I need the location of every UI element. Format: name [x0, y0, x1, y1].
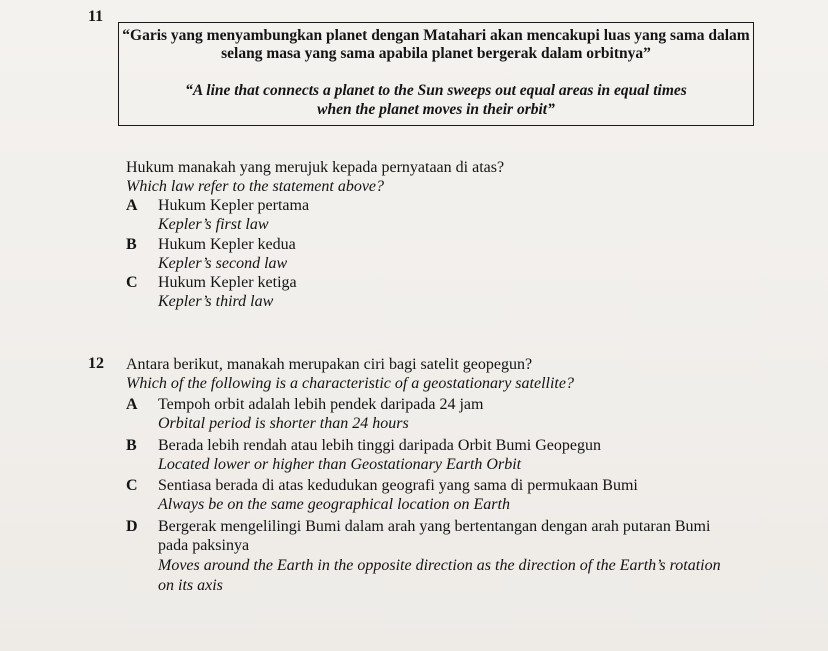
q12-option-b-ms: Berada lebih rendah atau lebih tinggi daripada Orbit Bumi Geopegun	[158, 437, 601, 454]
q12-option-c-en: Always be on the same geographical location on Earth	[158, 496, 510, 513]
statement-ms-line-2: selang masa yang sama apabila planet bergerak dalam orbitnya”	[221, 45, 651, 62]
question-12-text-en: Which of the following is a characteristic of a geostationary satellite?	[126, 375, 574, 392]
q12-option-d-letter: D	[126, 518, 138, 535]
q11-option-b-en: Kepler’s second law	[158, 255, 288, 272]
statement-en-line-1: “A line that connects a planet to the Sun sweeps out equal areas in equal times	[185, 82, 687, 99]
q11-option-c-ms: Hukum Kepler ketiga	[158, 274, 297, 291]
statement-en-line-2: when the planet moves in their orbit”	[317, 101, 555, 118]
statement-ms-line-1: “Garis yang menyambungkan planet dengan Matahari akan mencakupi luas yang sama dalam	[122, 27, 750, 44]
q12-option-d-en-line-1: Moves around the Earth in the opposite direction as the direction of the Earth’s rotation	[158, 557, 721, 574]
q11-option-b-letter: B	[126, 236, 137, 253]
question-11-text-en: Which law refer to the statement above?	[126, 178, 385, 195]
q12-option-a-en: Orbital period is shorter than 24 hours	[158, 415, 409, 432]
q11-option-c-en: Kepler’s third law	[158, 293, 274, 310]
q12-option-a-ms: Tempoh orbit adalah lebih pendek daripada 24 jam	[158, 396, 484, 413]
q12-option-b-en: Located lower or higher than Geostationary Earth Orbit	[158, 456, 522, 473]
q12-option-d-ms-line-1: Bergerak mengelilingi Bumi dalam arah yang bertentangan dengan arah putaran Bumi	[158, 518, 711, 535]
q11-option-a-letter: A	[126, 197, 138, 214]
question-12-text-ms: Antara berikut, manakah merupakan ciri bagi satelit geopegun?	[126, 356, 533, 373]
q11-option-b-ms: Hukum Kepler kedua	[158, 236, 296, 253]
q12-option-a-letter: A	[126, 396, 138, 413]
q12-option-d-ms-line-2: pada paksinya	[158, 537, 250, 554]
question-number-11: 11	[88, 8, 104, 25]
question-11-text-ms: Hukum manakah yang merujuk kepada pernyataan di atas?	[126, 159, 505, 176]
q11-option-a-ms: Hukum Kepler pertama	[158, 197, 310, 214]
statement-box	[118, 22, 754, 126]
q12-option-d-en-line-2: on its axis	[158, 577, 223, 594]
question-number-12: 12	[88, 355, 104, 372]
q12-option-c-ms: Sentiasa berada di atas kedudukan geografi yang sama di permukaan Bumi	[158, 477, 638, 494]
q11-option-a-en: Kepler’s first law	[158, 216, 269, 233]
q12-option-b-letter: B	[126, 437, 137, 454]
q11-option-c-letter: C	[126, 274, 138, 291]
q12-option-c-letter: C	[126, 477, 138, 494]
